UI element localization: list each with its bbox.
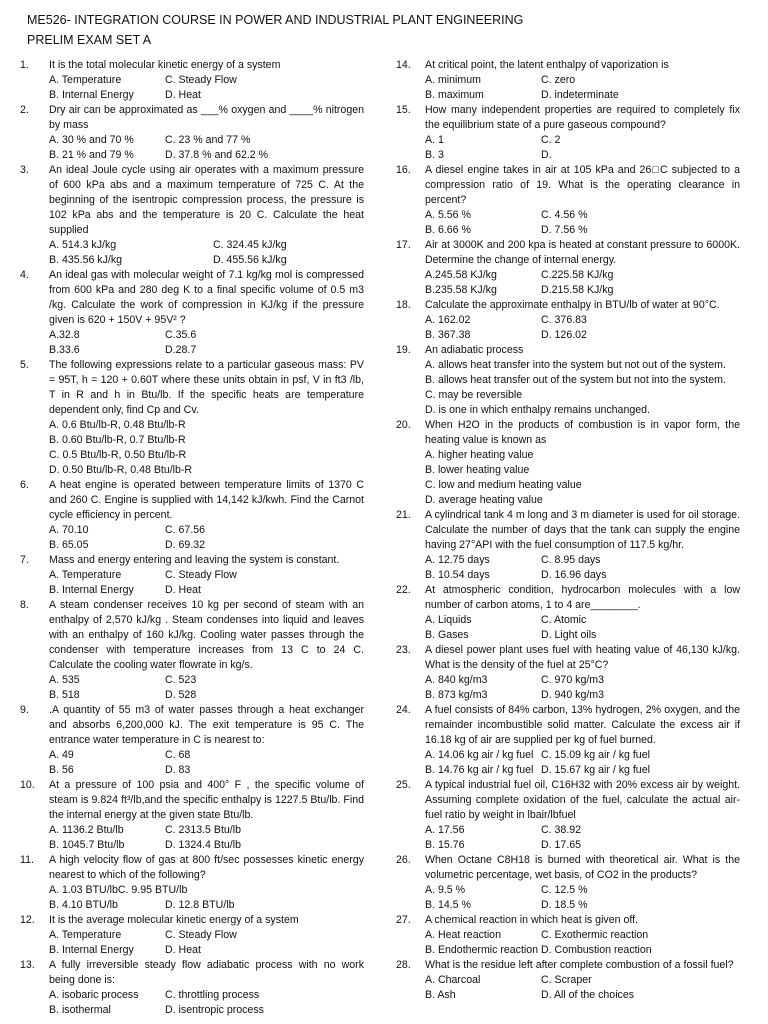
question-number: 13. <box>20 959 35 971</box>
answer-choices <box>49 568 364 598</box>
answer-choice: C. Steady Flow <box>165 74 237 86</box>
answer-choices <box>425 613 740 643</box>
answer-choice: A. 162.02 <box>425 314 471 326</box>
answer-choice: A. 5.56 % <box>425 209 471 221</box>
answer-choices <box>425 883 740 913</box>
answer-choice: A. higher heating value <box>425 449 534 461</box>
answer-choice: B. allows heat transfer out of the system but not into the system. <box>425 374 726 386</box>
question-text: At a pressure of 100 psia and 400° F , the specific volume of steam is 9.824 ft³/lb,and the specific enthalpy is 1227.5 Btu/lb. Find the internal energy at the given state Btu/lb. <box>49 779 364 821</box>
answer-choice: B. 14.5 % <box>425 899 471 911</box>
question-text: Calculate the approximate enthalpy in BTU/lb of water at 90°C. <box>425 299 720 311</box>
answer-choice: C. 2 <box>541 134 561 146</box>
answer-choice: A. 9.5 % <box>425 884 466 896</box>
question-text: A diesel engine takes in air at 105 kPa and 26□C subjected to a compression ratio of 19. What is the operating clearance in percent? <box>425 164 740 206</box>
question-text: A fully irreversible steady flow adiabatic process with no work being done is: <box>49 959 364 986</box>
question-number: 27. <box>396 914 411 926</box>
answer-choice: A. 12.75 days <box>425 554 490 566</box>
answer-choice: B. 367.38 <box>425 329 471 341</box>
answer-choice: D. 83 <box>165 764 191 776</box>
answer-choice: C. Scraper <box>541 974 592 986</box>
answer-choice: C. 8.95 days <box>541 554 601 566</box>
question-item <box>20 358 364 478</box>
answer-choice: B. Internal Energy <box>49 944 134 956</box>
question-text: A fuel consists of 84% carbon, 13% hydrogen, 2% oxygen, and the remainder incombustible solid matter. Calculate the excess air if 16.18 kg of air are supplied per kg of fuel burned. <box>425 704 740 746</box>
answer-choices <box>425 358 740 418</box>
answer-choices <box>49 133 364 163</box>
question-number: 5. <box>20 359 29 371</box>
answer-choice: B. 15.76 <box>425 839 465 851</box>
answer-choice: B. 3 <box>425 149 444 161</box>
answer-choices <box>49 238 364 268</box>
answer-choice: C. Atomic <box>541 614 587 626</box>
question-number: 3. <box>20 164 29 176</box>
answer-choice: D. <box>541 149 552 161</box>
question-number: 17. <box>396 239 411 251</box>
answer-choices <box>425 268 740 298</box>
question-number: 20. <box>396 419 411 431</box>
question-item <box>396 958 740 1003</box>
question-item <box>20 958 364 1018</box>
answer-choice: B. 65.05 <box>49 539 89 551</box>
answer-choice: D. All of the choices <box>541 989 635 1001</box>
question-number: 12. <box>20 914 35 926</box>
answer-choice: A. minimum <box>425 74 481 86</box>
answer-choice: C. zero <box>541 74 576 86</box>
answer-choice: C. 970 kg/m3 <box>541 674 605 686</box>
question-number: 26. <box>396 854 411 866</box>
question-number: 23. <box>396 644 411 656</box>
answer-choice: C. may be reversible <box>425 389 523 401</box>
answer-choice: C. throttling process <box>165 989 260 1001</box>
question-text: A chemical reaction in which heat is given off. <box>425 914 638 926</box>
answer-choice: A. allows heat transfer into the system but not out of the system. <box>425 359 726 371</box>
answer-choice: D. Light oils <box>541 629 597 641</box>
answer-choices <box>425 553 740 583</box>
answer-choices <box>425 73 740 103</box>
question-text: It is the total molecular kinetic energy of a system <box>49 59 281 71</box>
question-item <box>20 553 364 598</box>
answer-choice: B. Endothermic reaction <box>425 944 539 956</box>
question-text: A cylindrical tank 4 m long and 3 m diameter is used for oil storage. Calculate the number of days that the tank can supply the engine having 27°API with the fuel consumption of 117.5 kg/hr. <box>425 509 740 551</box>
question-text: A high velocity flow of gas at 800 ft/sec possesses kinetic energy nearest to which of the following? <box>49 854 364 881</box>
right-question-column <box>396 58 740 1003</box>
answer-choice: B. 873 kg/m3 <box>425 689 488 701</box>
answer-choice: C.225.58 KJ/kg <box>541 269 614 281</box>
answer-choice: C. Exothermic reaction <box>541 929 649 941</box>
question-text: How many independent properties are required to completely fix the equilibrium state of a pure gaseous compound? <box>425 104 740 131</box>
question-item <box>396 913 740 958</box>
question-item <box>396 508 740 583</box>
answer-choice: B. lower heating value <box>425 464 530 476</box>
answer-choice: C. low and medium heating value <box>425 479 582 491</box>
question-text: A diesel power plant uses fuel with heating value of 46,130 kJ/kg. What is the density of the fuel at 25°C? <box>425 644 740 671</box>
answer-choice: D. Heat <box>165 584 201 596</box>
answer-choice: B. Gases <box>425 629 469 641</box>
question-item <box>396 643 740 703</box>
answer-choice: D. Combustion reaction <box>541 944 652 956</box>
question-text: The following expressions relate to a particular gaseous mass: PV = 95T, h = 120 + 0.60T where these units obtain in psf, V in ft3 /lb, T in R and h in Btu/lb. If the specific heats are temperature dependent only, find Cp and Cv. <box>49 359 364 416</box>
answer-choices <box>425 673 740 703</box>
answer-choice: A. Heat reaction <box>425 929 501 941</box>
answer-choice: D. average heating value <box>425 494 543 506</box>
answer-choice: B. Internal Energy <box>49 89 134 101</box>
question-item <box>20 913 364 958</box>
answer-choice: A. isobaric process <box>49 989 139 1001</box>
answer-choice: B.235.58 KJ/kg <box>425 284 497 296</box>
question-number: 22. <box>396 584 411 596</box>
answer-choices <box>49 823 364 853</box>
question-item <box>396 103 740 163</box>
answer-choice: C. 12.5 % <box>541 884 588 896</box>
answer-choice: C. 523 <box>165 674 197 686</box>
answer-choice: D.215.58 KJ/kg <box>541 284 614 296</box>
answer-choice: A. 1136.2 Btu/lb <box>49 824 124 836</box>
question-item <box>20 268 364 358</box>
answer-choice: B. 1045.7 Btu/lb <box>49 839 125 851</box>
answer-choice: B. 518 <box>49 689 80 701</box>
question-number: 24. <box>396 704 411 716</box>
answer-choice: A. 49 <box>49 749 74 761</box>
question-item <box>20 853 364 913</box>
answer-choice: C.35.6 <box>165 329 197 341</box>
answer-choices <box>49 673 364 703</box>
question-text: Air at 3000K and 200 kpa is heated at constant pressure to 6000K. Determine the change of internal energy. <box>425 239 740 266</box>
answer-choice: B. Ash <box>425 989 456 1001</box>
answer-choice: A.32.8 <box>49 329 80 341</box>
answer-choices <box>425 133 740 163</box>
answer-choice: C. 4.56 % <box>541 209 588 221</box>
question-text: An adiabatic process <box>425 344 524 356</box>
question-item <box>396 703 740 778</box>
answer-choices <box>49 928 364 958</box>
question-item <box>396 418 740 508</box>
question-item <box>396 238 740 298</box>
question-text: At atmospheric condition, hydrocarbon molecules with a low number of carbon atoms, 1 to 4 are________. <box>425 584 740 611</box>
answer-choice: D. 15.67 kg air / kg fuel <box>541 764 650 776</box>
question-item <box>396 778 740 853</box>
question-number: 25. <box>396 779 411 791</box>
question-item <box>20 163 364 268</box>
answer-choice: C. 376.83 <box>541 314 587 326</box>
answer-choice: B. isothermal <box>49 1004 111 1016</box>
question-text: Mass and energy entering and leaving the system is constant. <box>49 554 340 566</box>
question-text: A steam condenser receives 10 kg per second of steam with an enthalpy of 2,570 kJ/kg . Steam condenses into liquid and leaves with an enthalpy of 160 kJ/kg. Cooling water passes through the condenser with temperature increases from 13 C to 24 C. Calculate the cooling water flowrate in kg/s. <box>49 599 364 671</box>
answer-choice: C. 23 % and 77 % <box>165 134 251 146</box>
answer-choice: B. maximum <box>425 89 484 101</box>
answer-choice: D. 1324.4 Btu/lb <box>165 839 241 851</box>
question-number: 2. <box>20 104 29 116</box>
question-item <box>20 478 364 553</box>
question-text: When Octane C8H18 is burned with theoretical air. What is the volumetric percentage, wet basis, of CO2 in the products? <box>425 854 740 881</box>
answer-choice: A. Charcoal <box>425 974 481 986</box>
question-number: 4. <box>20 269 29 281</box>
question-text: Dry air can be approximated as ___% oxygen and ____% nitrogen by mass <box>49 104 364 131</box>
answer-choice: D. 16.96 days <box>541 569 607 581</box>
answer-choice: D. indeterminate <box>541 89 619 101</box>
answer-choice: A. 0.6 Btu/lb-R, 0.48 Btu/lb-R <box>49 419 186 431</box>
answer-choice: A. 17.56 <box>425 824 465 836</box>
question-number: 28. <box>396 959 411 971</box>
answer-choices <box>49 883 364 913</box>
answer-choices <box>425 208 740 238</box>
question-item <box>396 583 740 643</box>
answer-choice: D. Heat <box>165 89 201 101</box>
question-text: When H2O in the products of combustion is in vapor form, the heating value is known as <box>425 419 740 446</box>
answer-choice: A. Temperature <box>49 929 122 941</box>
answer-choice: C. 2313.5 Btu/lb <box>165 824 241 836</box>
answer-choice: C. Steady Flow <box>165 569 237 581</box>
answer-choice: D. 12.8 BTU/lb <box>165 899 235 911</box>
answer-choice: D. 17.65 <box>541 839 582 851</box>
answer-choice: D. 126.02 <box>541 329 587 341</box>
exam-set-title: PRELIM EXAM SET A <box>27 33 152 47</box>
answer-choice: C. 67.56 <box>165 524 206 536</box>
answer-choice: D.28.7 <box>165 344 197 356</box>
answer-choice: A. 70.10 <box>49 524 89 536</box>
question-item <box>20 778 364 853</box>
answer-choice: A. 514.3 kJ/kg <box>49 239 117 251</box>
question-text: An ideal gas with molecular weight of 7.1 kg/kg mol is compressed from 600 kPa and 280 deg K to a final specific volume of 0.5 m3 /kg. Calculate the work of compression in KJ/kg if the pressure given is 620 + 150V + 95V² ? <box>49 269 364 326</box>
answer-choice: A. 30 % and 70 % <box>49 134 134 146</box>
answer-choices <box>425 823 740 853</box>
question-number: 18. <box>396 299 411 311</box>
answer-choice: A. 535 <box>49 674 80 686</box>
answer-choices <box>425 748 740 778</box>
answer-choice: C. 38.92 <box>541 824 582 836</box>
question-item <box>396 343 740 418</box>
question-item <box>396 163 740 238</box>
answer-choice: C. 15.09 kg air / kg fuel <box>541 749 650 761</box>
question-item <box>20 703 364 778</box>
answer-choice: A. Liquids <box>425 614 472 626</box>
question-text: What is the residue left after complete combustion of a fossil fuel? <box>425 959 734 971</box>
answer-choice: C. 68 <box>165 749 191 761</box>
answer-choice: D. 940 kg/m3 <box>541 689 605 701</box>
answer-choice: A. 14.06 kg air / kg fuel <box>425 749 534 761</box>
answer-choices <box>49 418 364 478</box>
answer-choice: B. 10.54 days <box>425 569 490 581</box>
answer-choices <box>425 928 740 958</box>
answer-choice: B. 14.76 kg air / kg fuel <box>425 764 534 776</box>
answer-choices <box>425 973 740 1003</box>
answer-choice: D. 7.56 % <box>541 224 588 236</box>
left-question-column <box>20 58 364 1018</box>
answer-choice: D. isentropic process <box>165 1004 264 1016</box>
question-text: At critical point, the latent enthalpy of vaporization is <box>425 59 669 71</box>
question-text: .A quantity of 55 m3 of water passes through a heat exchanger and absorbs 6,200,000 kJ. The exit temperature is 95 C. The entrance water temperature in C is nearest to: <box>49 704 364 746</box>
course-title: ME526- INTEGRATION COURSE IN POWER AND INDUSTRIAL PLANT ENGINEERING <box>27 13 524 27</box>
answer-choice: D. Heat <box>165 944 201 956</box>
question-number: 9. <box>20 704 29 716</box>
answer-choice: B. Internal Energy <box>49 584 134 596</box>
answer-choices <box>49 73 364 103</box>
question-item <box>20 58 364 103</box>
answer-choice: A. Temperature <box>49 74 122 86</box>
answer-choice: D. 18.5 % <box>541 899 588 911</box>
answer-choices <box>49 748 364 778</box>
question-number: 8. <box>20 599 29 611</box>
answer-choice: D. 69.32 <box>165 539 206 551</box>
answer-choices <box>49 328 364 358</box>
question-item <box>20 598 364 703</box>
answer-choice: B. 21 % and 79 % <box>49 149 134 161</box>
answer-choice: C. 0.5 Btu/lb-R, 0.50 Btu/lb-R <box>49 449 187 461</box>
answer-choice: C. Steady Flow <box>165 929 237 941</box>
question-number: 15. <box>396 104 411 116</box>
answer-choice <box>165 883 364 898</box>
answer-choices <box>49 523 364 553</box>
answer-choice: A. 1.03 BTU/lbC. 9.95 BTU/lb <box>49 884 188 896</box>
question-number: 21. <box>396 509 411 521</box>
answer-choice: D. 455.56 kJ/kg <box>213 254 287 266</box>
answer-choice: A. Temperature <box>49 569 122 581</box>
question-text: An ideal Joule cycle using air operates with a maximum pressure of 600 kPa abs and a maximum temperature of 725 C. At the beginning of the isentropic compression process, the pressure is 102 kPa abs and the temperature is 20 C. Calculate the heat supplied <box>49 164 364 236</box>
question-number: 6. <box>20 479 29 491</box>
answer-choices <box>425 448 740 508</box>
question-item <box>20 103 364 163</box>
question-number: 11. <box>20 854 34 866</box>
question-item <box>396 853 740 913</box>
answer-choice: D. 528 <box>165 689 197 701</box>
answer-choices <box>425 313 740 343</box>
question-text: A typical industrial fuel oil, C16H32 with 20% excess air by weight. Assuming complete oxidation of the fuel, calculate the actual air-fuel ratio by weight in lbair/lbfuel <box>425 779 740 821</box>
answer-choice: A. 840 kg/m3 <box>425 674 488 686</box>
answer-choice: D. 0.50 Btu/lb-R, 0.48 Btu/lb-R <box>49 464 193 476</box>
answer-choice: B. 6.66 % <box>425 224 471 236</box>
exam-header <box>27 10 523 50</box>
question-number: 16. <box>396 164 411 176</box>
answer-choice: B.33.6 <box>49 344 80 356</box>
question-number: 10. <box>20 779 35 791</box>
question-item <box>396 58 740 103</box>
answer-choice: D. 37.8 % and 62.2 % <box>165 149 269 161</box>
answer-choice: D. is one in which enthalpy remains unchanged. <box>425 404 650 416</box>
answer-choice: B. 56 <box>49 764 74 776</box>
answer-choices <box>49 988 364 1018</box>
question-text: It is the average molecular kinetic energy of a system <box>49 914 299 926</box>
answer-choice: B. 4.10 BTU/lb <box>49 899 118 911</box>
answer-choice: B. 435.56 kJ/kg <box>49 254 123 266</box>
question-number: 19. <box>396 344 411 356</box>
question-text: A heat engine is operated between temperature limits of 1370 C and 260 C. Engine is supplied with 14,142 kJ/kwh. Find the Carnot cycle efficiency in percent. <box>49 479 364 521</box>
question-number: 1. <box>20 59 29 71</box>
answer-choice: C. 324.45 kJ/kg <box>213 239 287 251</box>
question-number: 14. <box>396 59 411 71</box>
question-number: 7. <box>20 554 29 566</box>
question-item <box>396 298 740 343</box>
answer-choice: A. 1 <box>425 134 444 146</box>
answer-choice: A.245.58 KJ/kg <box>425 269 497 281</box>
answer-choice: B. 0.60 Btu/lb-R, 0.7 Btu/lb-R <box>49 434 186 446</box>
